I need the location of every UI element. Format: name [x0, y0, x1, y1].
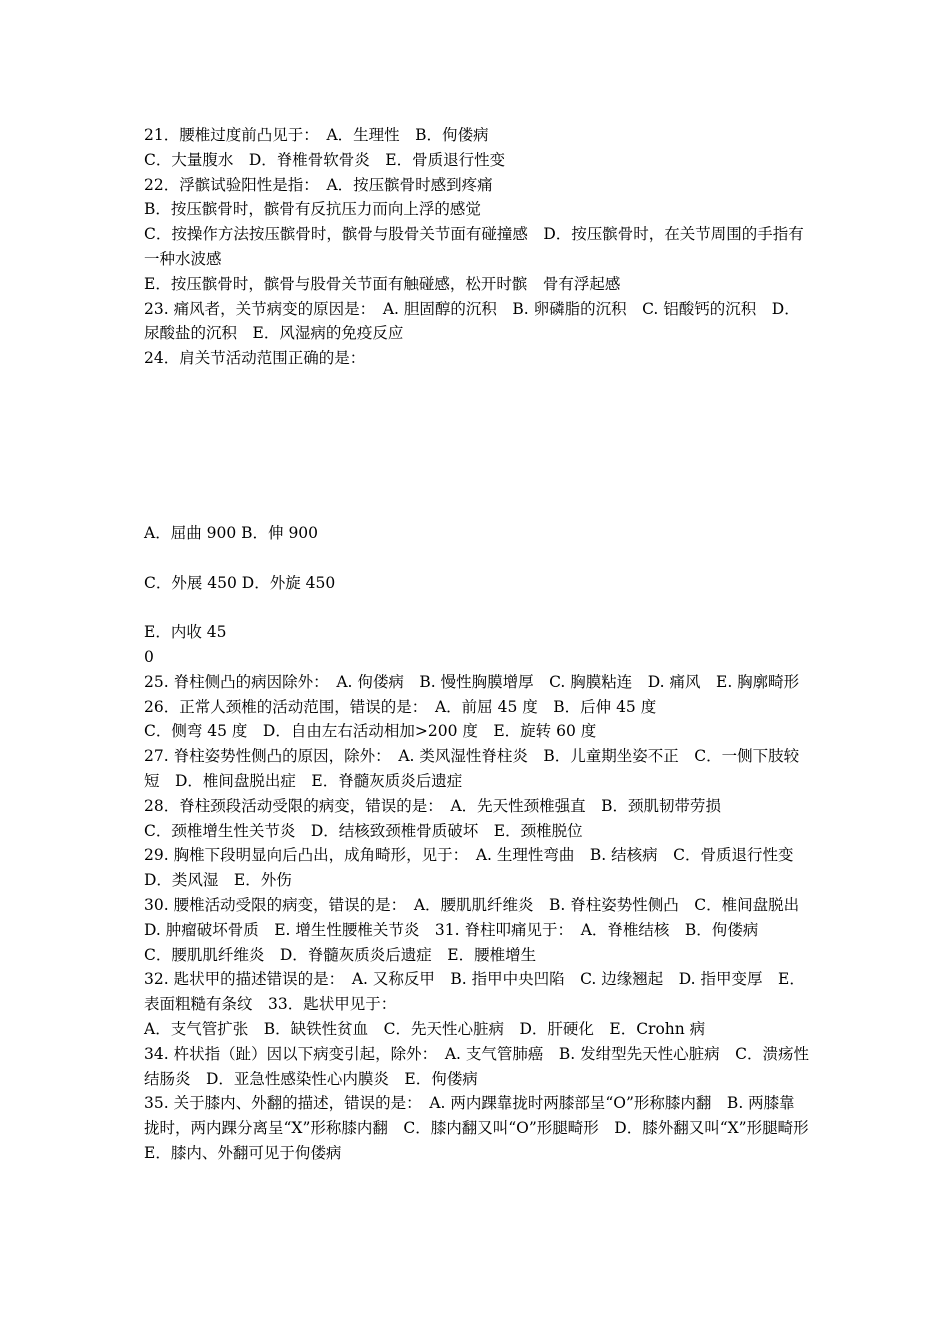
question-22-stem: 22．浮髌试验阳性是指： A．按压髌骨时感到疼痛	[144, 175, 493, 194]
question-26-stem: 26．正常人颈椎的活动范围，错误的是： A．前屈 45 度 B．后伸 45 度	[144, 697, 657, 716]
question-21-stem: 21．腰椎过度前凸见于： A．生理性 B．佝偻病	[144, 126, 489, 144]
question-21-options: C．大量腹水 D．脊椎骨软骨炎 E．骨质退行性变	[144, 150, 506, 169]
question-28-options: C．颈椎增生性关节炎 D．结核致颈椎骨质破坏 E．颈椎脱位	[144, 821, 583, 840]
question-25: 25. 脊柱侧凸的病因除外： A. 佝偻病 B. 慢性胸膜增厚 C. 胸膜粘连 D. 痛风 E. 胸廓畸形	[144, 672, 800, 691]
question-29: 29. 胸椎下段明显向后凸出，成角畸形，见于： A. 生理性弯曲 B. 结核病 C．骨质退行性变 D．类风湿 E．外伤	[144, 846, 809, 890]
question-24-option-e: E．内收 45	[144, 623, 227, 642]
question-24-stem: 24．肩关节活动范围正确的是：	[144, 349, 366, 368]
question-27: 27. 脊柱姿势性侧凸的原因，除外： A. 类风湿性脊柱炎 B．儿童期坐姿不正 C．一侧下肢较短 D．椎间盘脱出症 E．脊髓灰质炎后遗症	[144, 747, 800, 790]
question-22-option-e: E．按压髌骨时，髌骨与股骨关节面有触碰感，松开时髌 骨有浮起感	[144, 274, 621, 293]
question-26-options: C．侧弯 45 度 D．自由左右活动相加>200 度 E．旋转 60 度	[144, 722, 597, 741]
question-24-options-c-d: C．外展 450 D．外旋 450	[144, 573, 336, 592]
question-22-option-b: B．按压髌骨时，髌骨有反抗压力而向上浮的感觉	[144, 200, 481, 219]
question-34: 34. 杵状指（趾）因以下病变引起，除外： A. 支气管肺癌 B. 发绀型先天性心脏病 C．溃疡性结肠炎 D．亚急性感染性心内膜炎 E．佝偻病	[144, 1044, 809, 1088]
blank-space	[144, 546, 810, 571]
question-24-option-e-tail: 0	[144, 647, 154, 666]
blank-space	[144, 371, 810, 521]
question-22-options-c-d: C．按操作方法按压髌骨时，髌骨与股骨关节面有碰撞感 D．按压髌骨时，在关节周围的手指有一种水波感	[144, 225, 804, 268]
question-35: 35. 关于膝内、外翻的描述，错误的是： A. 两内踝靠拢时两膝部呈“O”形称膝内翻 B. 两膝靠拢时，两内踝分离呈“X”形称膝内翻 C．膝内翻又叫“O”形腿畸形 D．膝外翻又叫“X”形腿畸形 E．膝内、外翻可见于佝偻病	[144, 1094, 825, 1162]
document-body	[144, 123, 825, 1166]
blank-space	[144, 595, 810, 620]
question-33-options: A．支气管扩张 B．缺铁性贫血 C．先天性心脏病 D．肝硬化 E．Crohn 病	[144, 1019, 706, 1038]
question-24-options-a-b: A．屈曲 900 B．伸 900	[144, 523, 319, 542]
question-31-options: C．腰肌肌纤维炎 D．脊髓灰质炎后遗症 E．腰椎增生	[144, 945, 537, 964]
question-23: 23. 痛风者，关节病变的原因是： A. 胆固醇的沉积 B. 卵磷脂的沉积 C. 铝酸钙的沉积 D．尿酸盐的沉积 E．风湿病的免疫反应	[144, 299, 800, 343]
question-32-33: 32. 匙状甲的描述错误的是： A. 又称反甲 B. 指甲中央凹陷 C. 边缘翘起 D. 指甲变厚 E．表面粗糙有条纹 33．匙状甲见于：	[144, 970, 805, 1014]
question-30-31: 30. 腰椎活动受限的病变，错误的是： A．腰肌肌纤维炎 B. 脊柱姿势性侧凸 C．椎间盘脱出 D. 肿瘤破坏骨质 E. 增生性腰椎关节炎 31. 脊柱叩痛见于： A．脊椎结核 B．佝偻病	[144, 895, 815, 939]
question-28-stem: 28．脊柱颈段活动受限的病变，错误的是： A．先天性颈椎强直 B．颈肌韧带劳损	[144, 796, 722, 815]
